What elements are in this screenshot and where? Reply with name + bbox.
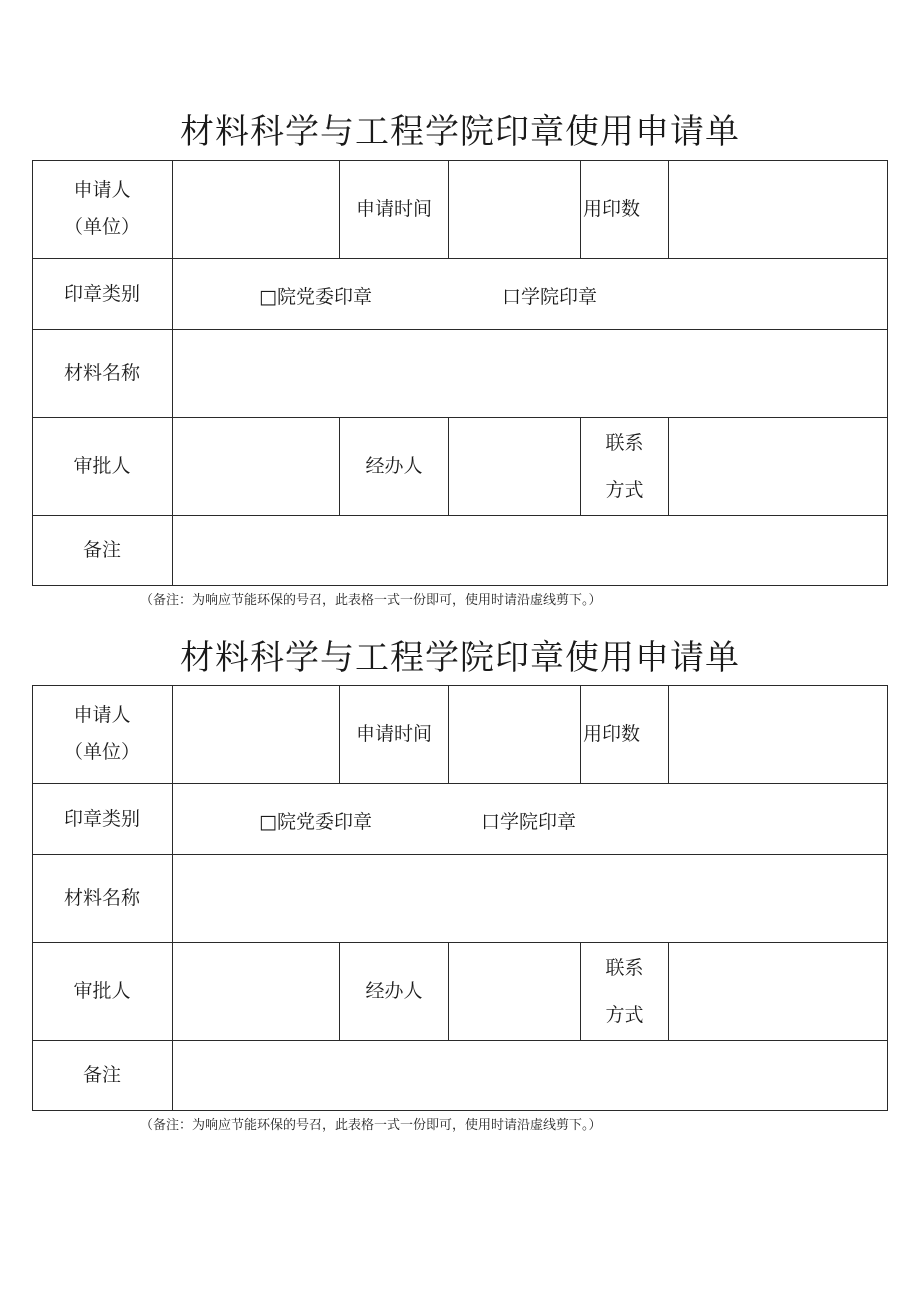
contact-label-line2: 方式 (605, 1003, 644, 1026)
seal-count-label: 用印数 (583, 722, 641, 745)
form-title: 材料科学与工程学院印章使用申请单 (180, 638, 740, 678)
remarks-label: 备注 (82, 539, 121, 562)
contact-label-line1: 联系 (605, 956, 644, 979)
footnote: （备注：为响应节能环保的号召，此表格一式一份即可，使用时请沿虚线剪下。） (140, 593, 602, 608)
apply-time-label: 申请时间 (355, 722, 432, 745)
material-name-label: 材料名称 (63, 362, 140, 385)
contact-input[interactable] (669, 943, 887, 1040)
applicant-input[interactable] (173, 685, 339, 783)
seal-type-label: 印章类别 (63, 807, 140, 830)
seal-application-table (32, 685, 888, 1111)
party-committee-seal-option[interactable]: □院党委印章 (259, 811, 372, 833)
apply-time-input[interactable] (449, 685, 580, 783)
footnote: （备注：为响应节能环保的号召，此表格一式一份即可，使用时请沿虚线剪下。） (140, 1118, 602, 1133)
applicant-input[interactable] (173, 160, 339, 258)
seal-type-label: 印章类别 (63, 282, 140, 305)
material-name-input[interactable] (173, 330, 887, 417)
handler-label: 经办人 (365, 980, 423, 1003)
applicant-label-line1: 申请人 (73, 704, 131, 727)
college-seal-option[interactable]: 口学院印章 (502, 286, 598, 308)
approver-input[interactable] (173, 943, 339, 1040)
seal-count-input[interactable] (669, 685, 887, 783)
remarks-label: 备注 (82, 1064, 121, 1087)
seal-count-label: 用印数 (583, 197, 641, 220)
apply-time-input[interactable] (449, 160, 580, 258)
applicant-label-line1: 申请人 (73, 179, 131, 202)
contact-label (581, 418, 668, 515)
remarks-input[interactable] (173, 516, 887, 585)
contact-label-line2: 方式 (605, 478, 644, 501)
applicant-label-line2: （单位） (63, 216, 140, 238)
college-seal-option[interactable]: 口学院印章 (481, 811, 577, 833)
handler-label: 经办人 (365, 455, 423, 478)
handler-input[interactable] (449, 943, 580, 1040)
approver-label: 审批人 (73, 455, 131, 478)
material-name-label: 材料名称 (63, 887, 140, 910)
applicant-label (32, 685, 172, 783)
approver-input[interactable] (173, 418, 339, 515)
contact-input[interactable] (669, 418, 887, 515)
applicant-label-line2: （单位） (63, 741, 140, 763)
apply-time-label: 申请时间 (355, 197, 432, 220)
contact-label (581, 943, 668, 1040)
material-name-input[interactable] (173, 855, 887, 942)
seal-application-table (32, 160, 888, 586)
seal-count-input[interactable] (669, 160, 887, 258)
party-committee-seal-option[interactable]: □院党委印章 (259, 286, 372, 308)
contact-label-line1: 联系 (605, 431, 644, 454)
remarks-input[interactable] (173, 1041, 887, 1110)
form-title: 材料科学与工程学院印章使用申请单 (180, 112, 740, 152)
approver-label: 审批人 (73, 980, 131, 1003)
applicant-label (32, 160, 172, 258)
handler-input[interactable] (449, 418, 580, 515)
